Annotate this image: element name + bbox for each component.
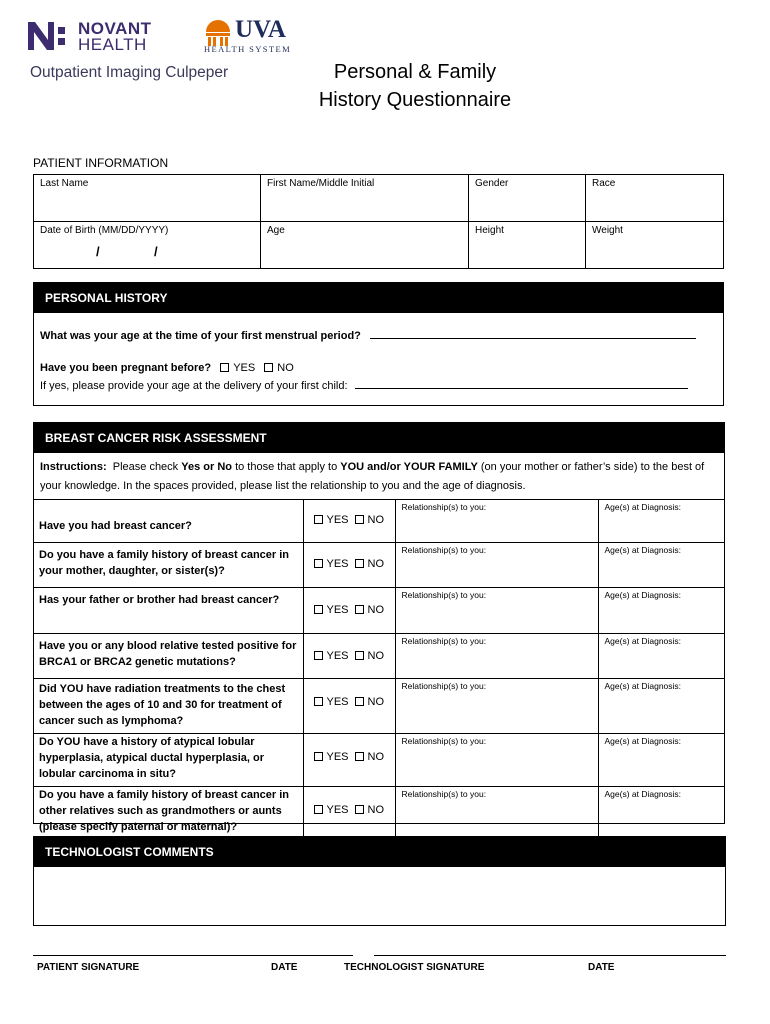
weight-label: Weight — [592, 225, 623, 236]
pregnant-yes-checkbox[interactable] — [220, 363, 229, 372]
first-child-age-line[interactable] — [355, 379, 688, 389]
age-diagnosis-label: Age(s) at Diagnosis: — [604, 789, 682, 799]
yes-checkbox[interactable] — [314, 605, 323, 614]
risk-row — [33, 679, 724, 734]
age-diagnosis-label: Age(s) at Diagnosis: — [604, 545, 682, 555]
no-label: NO — [367, 751, 385, 763]
no-checkbox[interactable] — [355, 559, 364, 568]
relationship-label: Relationship(s) to you: — [401, 789, 487, 799]
race-field[interactable] — [586, 175, 724, 222]
menstrual-age-line[interactable] — [370, 329, 696, 339]
dob-sep-2: / — [154, 244, 158, 259]
dob-sep-1: / — [96, 244, 100, 259]
no-label: NO — [367, 804, 385, 816]
relationship-field[interactable] — [395, 787, 598, 840]
relationship-field[interactable] — [395, 734, 598, 787]
novant-name: NOVANT — [78, 19, 152, 38]
yes-checkbox[interactable] — [314, 559, 323, 568]
yes-label: YES — [326, 604, 349, 616]
instructions-label: Instructions: — [40, 461, 107, 473]
no-label: NO — [367, 604, 385, 616]
instructions-you: YOU and/or YOUR FAMILY — [340, 461, 478, 473]
relationship-label: Relationship(s) to you: — [401, 590, 487, 600]
yes-checkbox[interactable] — [314, 697, 323, 706]
age-diagnosis-field[interactable] — [598, 787, 724, 840]
gender-field[interactable] — [469, 175, 586, 222]
title-line2: History Questionnaire — [318, 89, 512, 111]
technologist-comments-heading: TECHNOLOGIST COMMENTS — [34, 837, 725, 867]
personal-history-heading: PERSONAL HISTORY — [34, 283, 723, 313]
yes-checkbox[interactable] — [314, 651, 323, 660]
risk-question: Do you have a family history of breast cancer in other relatives such as grandmothers or aunts (please specify paternal or maternal)? — [33, 787, 303, 840]
risk-row — [33, 734, 724, 787]
yes-no-options — [303, 734, 395, 787]
dob-format: (MM/DD/YYYY) — [98, 225, 169, 236]
instructions — [34, 453, 724, 499]
risk-question: Do you have a family history of breast cancer in your mother, daughter, or sister(s)? — [33, 543, 303, 588]
yes-no-options — [303, 787, 395, 840]
pregnant-question — [40, 362, 294, 374]
relationship-field[interactable] — [395, 634, 598, 679]
risk-row — [33, 634, 724, 679]
age-diagnosis-label: Age(s) at Diagnosis: — [604, 636, 682, 646]
age-field[interactable] — [261, 222, 469, 269]
yes-checkbox[interactable] — [314, 515, 323, 524]
relationship-field[interactable] — [395, 500, 598, 543]
uva-name: UVA — [235, 16, 286, 43]
yes-label: YES — [326, 514, 349, 526]
risk-table — [33, 499, 724, 839]
no-label: NO — [367, 514, 385, 526]
relationship-label: Relationship(s) to you: — [401, 502, 487, 512]
risk-question: Has your father or brother had breast cancer? — [33, 588, 303, 634]
no-label: NO — [367, 696, 385, 708]
age-diagnosis-label: Age(s) at Diagnosis: — [604, 681, 682, 691]
technologist-comments-field[interactable] — [34, 867, 725, 925]
facility-name: Outpatient Imaging Culpeper — [30, 64, 229, 81]
risk-question: Have you or any blood relative tested positive for BRCA1 or BRCA2 genetic mutations? — [33, 634, 303, 679]
technologist-comments-section — [33, 836, 726, 926]
yes-checkbox[interactable] — [314, 805, 323, 814]
breast-cancer-section — [33, 422, 725, 833]
patient-signature-label: PATIENT SIGNATURE — [37, 962, 140, 973]
yes-label: YES — [326, 696, 349, 708]
risk-row — [33, 500, 724, 543]
personal-history-section — [33, 282, 724, 406]
no-checkbox[interactable] — [355, 805, 364, 814]
age-diagnosis-field[interactable] — [598, 734, 724, 787]
instructions-part2: to those that apply to — [235, 461, 338, 473]
header-logos — [28, 18, 328, 88]
age-diagnosis-label: Age(s) at Diagnosis: — [604, 590, 682, 600]
no-checkbox[interactable] — [355, 605, 364, 614]
risk-row — [33, 787, 724, 840]
page-title — [300, 58, 530, 114]
yes-label: YES — [326, 804, 349, 816]
no-checkbox[interactable] — [355, 697, 364, 706]
age-diagnosis-field[interactable] — [598, 634, 724, 679]
menstrual-question — [40, 329, 696, 342]
age-diagnosis-field[interactable] — [598, 679, 724, 734]
no-label: NO — [367, 558, 385, 570]
novant-name-line2: HEALTH — [78, 35, 147, 54]
yes-label: YES — [326, 650, 349, 662]
patient-info-label: PATIENT INFORMATION — [33, 156, 169, 170]
risk-row — [33, 588, 724, 634]
technologist-signature-label: TECHNOLOGIST SIGNATURE — [344, 962, 485, 973]
no-checkbox[interactable] — [355, 651, 364, 660]
menstrual-question-text: What was your age at the time of your first menstrual period? — [40, 330, 361, 342]
pregnant-yes-label: YES — [233, 362, 256, 374]
age-diagnosis-label: Age(s) at Diagnosis: — [604, 736, 682, 746]
relationship-label: Relationship(s) to you: — [401, 736, 487, 746]
last-name-field[interactable] — [34, 175, 261, 222]
risk-question: Have you had breast cancer? — [33, 500, 303, 543]
instructions-part3: (on your mother or father’s side) to the best of your knowledge. In the spaces provided, please list the relationship to you and the age of diagnosis. — [40, 461, 705, 492]
title-line1: Personal & Family — [333, 61, 497, 83]
dob-label: Date of Birth — [40, 225, 96, 236]
yes-no-options — [303, 588, 395, 634]
age-diagnosis-field[interactable] — [598, 500, 724, 543]
risk-row — [33, 543, 724, 588]
yes-checkbox[interactable] — [314, 752, 323, 761]
technologist-date-label: DATE — [588, 962, 615, 973]
yes-label: YES — [326, 751, 349, 763]
yes-no-options — [303, 500, 395, 543]
age-label: Age — [267, 225, 285, 236]
patient-info-table — [33, 174, 724, 269]
relationship-field[interactable] — [395, 543, 598, 588]
no-checkbox[interactable] — [355, 515, 364, 524]
first-name-label: First Name/Middle Initial — [267, 178, 375, 189]
race-label: Race — [592, 178, 616, 189]
instructions-part1: Please check — [112, 461, 179, 473]
height-label: Height — [475, 225, 504, 236]
yes-no-options — [303, 543, 395, 588]
pregnant-no-label: NO — [277, 362, 294, 374]
pregnant-question-text: Have you been pregnant before? — [40, 362, 212, 374]
yes-label: YES — [326, 558, 349, 570]
no-checkbox[interactable] — [355, 752, 364, 761]
risk-question: Did YOU have radiation treatments to the chest between the ages of 10 and 30 for treatment of cancer such as lymphoma? — [33, 679, 303, 734]
relationship-field[interactable] — [395, 588, 598, 634]
technologist-signature-line[interactable] — [374, 955, 726, 956]
patient-date-label: DATE — [271, 962, 298, 973]
uva-subtitle: HEALTH SYSTEM — [204, 44, 292, 54]
last-name-label: Last Name — [40, 178, 89, 189]
relationship-field[interactable] — [395, 679, 598, 734]
first-name-field[interactable] — [261, 175, 469, 222]
age-diagnosis-field[interactable] — [598, 543, 724, 588]
gender-label: Gender — [475, 178, 509, 189]
height-field[interactable] — [469, 222, 586, 269]
weight-field[interactable] — [586, 222, 724, 269]
patient-signature-line[interactable] — [33, 955, 353, 956]
relationship-label: Relationship(s) to you: — [401, 681, 487, 691]
first-child-question-text: If yes, please provide your age at the delivery of your first child: — [40, 380, 348, 392]
risk-question: Do YOU have a history of atypical lobular hyperplasia, atypical ductal hyperplasia, or lobular carcinoma in situ? — [33, 734, 303, 787]
yes-no-options — [303, 634, 395, 679]
pregnant-no-checkbox[interactable] — [264, 363, 273, 372]
no-label: NO — [367, 650, 385, 662]
age-diagnosis-field[interactable] — [598, 588, 724, 634]
novant-logo-icon — [28, 22, 72, 50]
dob-field[interactable] — [34, 222, 261, 269]
first-child-question — [40, 379, 688, 392]
age-diagnosis-label: Age(s) at Diagnosis: — [604, 502, 682, 512]
yes-no-options — [303, 679, 395, 734]
breast-cancer-heading: BREAST CANCER RISK ASSESSMENT — [34, 423, 724, 453]
dob-separators — [40, 244, 254, 259]
relationship-label: Relationship(s) to you: — [401, 545, 487, 555]
relationship-label: Relationship(s) to you: — [401, 636, 487, 646]
instructions-yesno: Yes or No — [181, 461, 232, 473]
